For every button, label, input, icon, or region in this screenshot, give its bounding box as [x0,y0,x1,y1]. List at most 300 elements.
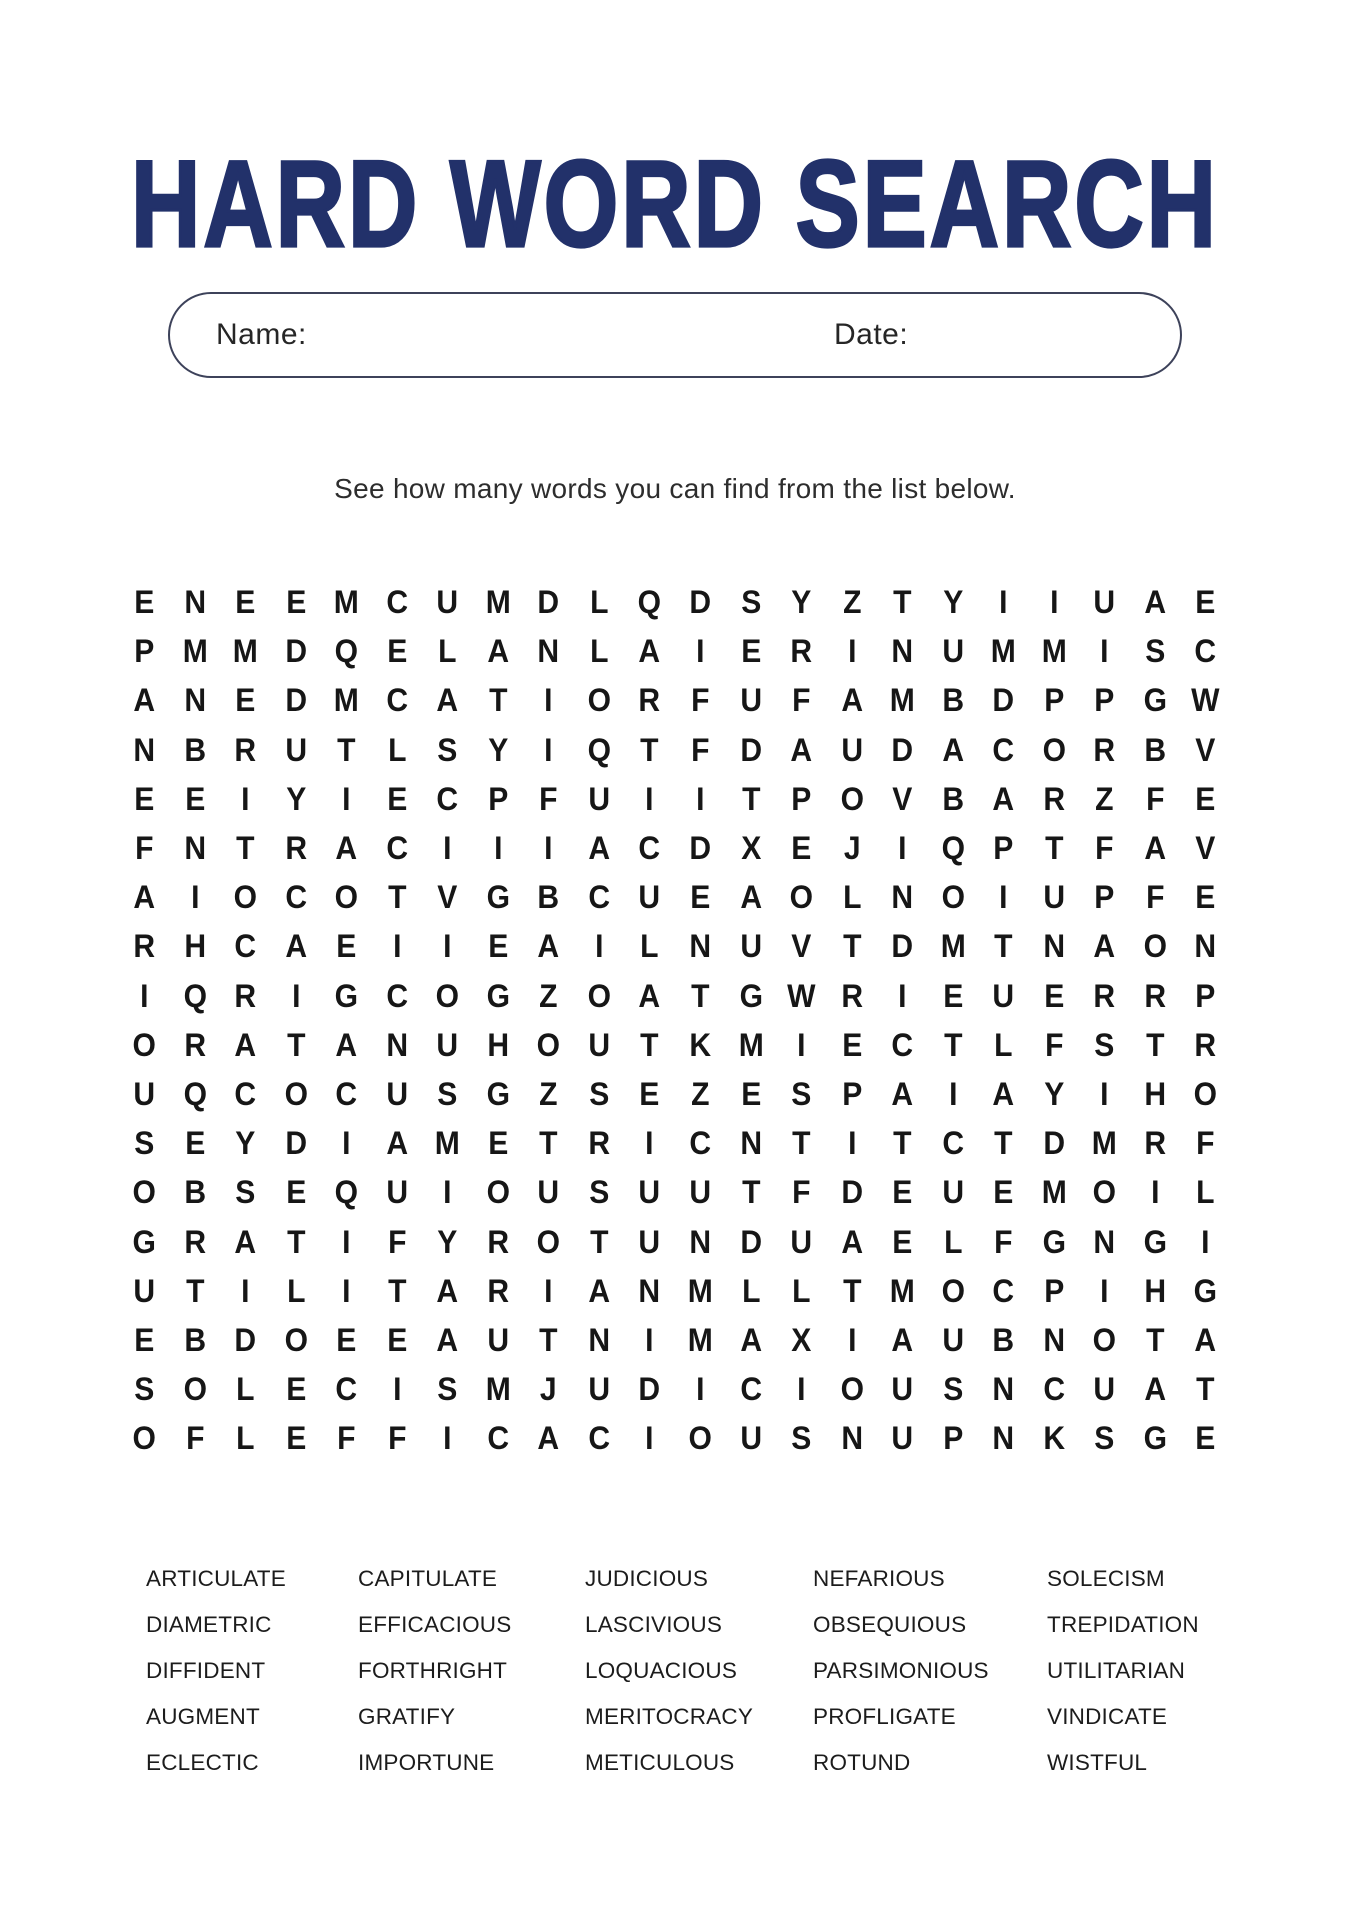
grid-letter: B [992,1321,1015,1358]
grid-letter: U [739,1420,762,1457]
grid-letter: A [638,977,661,1014]
grid-letter: T [185,1272,204,1309]
grid-letter: C [992,1272,1015,1309]
grid-letter: X [740,830,761,867]
grid-letter: E [841,1026,862,1063]
grid-letter: D [285,682,307,719]
grid-letter: A [133,682,156,719]
grid-letter: I [443,928,452,965]
grid-letter: P [841,1075,862,1112]
grid-letter: N [183,682,206,719]
grid-letter: G [334,977,359,1014]
date-label: Date: [834,318,909,351]
grid-letter: K [1043,1420,1065,1457]
grid-letter: A [588,1272,611,1309]
word-list-item: SOLECISM [1047,1566,1165,1592]
grid-letter: N [133,731,156,768]
grid-letter: A [841,682,863,719]
grid-letter: S [437,731,458,768]
grid-letter: T [842,928,862,965]
grid-letter: D [739,1223,762,1260]
grid-letter: I [443,830,452,867]
word-list-item: WISTFUL [1047,1750,1148,1776]
grid-letter: O [1194,1075,1218,1112]
word-list-item: JUDICIOUS [585,1566,709,1592]
grid-letter: W [787,977,816,1014]
grid-letter: T [741,780,760,817]
page-title: HARD WORD SEARCH [131,135,1219,273]
grid-letter: E [740,1075,761,1112]
grid-letter: E [690,879,711,916]
grid-letter: A [1093,928,1116,965]
grid-letter: Y [791,584,812,621]
grid-letter: U [588,1026,611,1063]
grid-letter: S [437,1371,458,1408]
grid-letter: E [184,1125,205,1162]
grid-letter: P [1094,682,1115,719]
grid-letter: N [992,1371,1015,1408]
grid-letter: I [797,1026,806,1063]
grid-letter: E [184,780,205,817]
grid-letter: R [1093,731,1116,768]
grid-letter: F [1145,879,1165,916]
grid-letter: M [687,1321,713,1358]
grid-letter: O [132,1174,156,1211]
grid-letter: A [790,731,813,768]
grid-letter: U [638,879,661,916]
grid-letter: O [789,879,814,916]
grid-letter: A [436,1321,459,1358]
grid-letter: E [285,1174,306,1211]
grid-letter: S [1145,633,1166,670]
grid-letter: A [841,1223,863,1260]
word-list-item: PROFLIGATE [813,1704,956,1730]
word-list-item: OBSEQUIOUS [813,1612,967,1638]
grid-letter: N [386,1026,408,1063]
grid-letter: D [739,731,762,768]
grid-letter: U [739,928,762,965]
grid-letter: M [991,633,1017,670]
grid-letter: O [587,682,611,719]
grid-letter: F [1196,1125,1215,1162]
grid-letter: I [645,1125,654,1162]
grid-letter: R [588,1125,611,1162]
grid-letter: E [386,633,408,670]
grid-letter: T [741,1174,760,1211]
grid-letter: L [589,633,609,670]
grid-letter: D [234,1321,257,1358]
grid-letter: R [841,977,863,1014]
grid-letter: R [183,1223,206,1260]
grid-letter: Q [941,830,965,867]
word-list-item: EFFICACIOUS [358,1612,512,1638]
grid-letter: U [386,1174,408,1211]
grid-letter: H [183,928,206,965]
grid-letter: M [333,682,359,719]
grid-letter: C [487,1420,509,1457]
grid-letter: D [1043,1125,1065,1162]
grid-letter: L [842,879,862,916]
grid-letter: I [291,977,301,1014]
grid-letter: Z [691,1075,710,1112]
grid-letter: T [792,1125,811,1162]
grid-letter: I [847,633,857,670]
grid-letter: U [133,1075,156,1112]
grid-letter: G [1194,1272,1218,1309]
grid-letter: U [133,1272,156,1309]
grid-letter: R [183,1026,206,1063]
grid-letter: E [1195,879,1216,916]
grid-letter: O [941,879,965,916]
grid-letter: J [540,1371,557,1408]
grid-letter: I [1100,633,1109,670]
grid-letter: L [640,928,659,965]
grid-letter: I [847,1321,857,1358]
grid-letter: Z [539,977,558,1014]
grid-letter: I [645,1321,654,1358]
grid-letter: F [337,1420,356,1457]
grid-letter: U [588,780,611,817]
grid-letter: L [236,1371,255,1408]
grid-letter: S [791,1420,812,1457]
grid-letter: C [335,1075,358,1112]
grid-letter: P [942,1420,964,1457]
grid-letter: I [1201,1223,1210,1260]
grid-letter: Y [235,1125,256,1162]
grid-letter: C [588,879,611,916]
grid-letter: I [544,1272,553,1309]
grid-letter: C [638,830,661,867]
grid-letter: V [1195,830,1216,867]
grid-letter: A [436,1272,459,1309]
grid-letter: C [891,1026,914,1063]
grid-letter: R [638,682,661,719]
grid-letter: A [133,879,156,916]
grid-letter: A [487,633,509,670]
word-list-item: TREPIDATION [1047,1612,1199,1638]
word-list [146,1567,1246,1774]
grid-letter: A [1194,1321,1217,1358]
grid-letter: C [992,731,1015,768]
grid-letter: I [241,1272,250,1309]
grid-letter: D [285,633,307,670]
grid-letter: E [1195,584,1216,621]
grid-letter: D [891,928,914,965]
grid-letter: A [537,1420,560,1457]
grid-letter: G [1143,682,1167,719]
grid-letter: E [336,928,357,965]
grid-letter: N [638,1272,661,1309]
grid-letter: I [1100,1075,1109,1112]
grid-letter: E [134,780,155,817]
grid-letter: L [994,1026,1013,1063]
grid-letter: D [992,682,1015,719]
grid-letter: G [1143,1420,1167,1457]
grid-letter: T [1145,1026,1165,1063]
word-list-item: AUGMENT [146,1704,260,1730]
grid-letter: O [132,1026,156,1063]
grid-letter: E [285,1371,306,1408]
grid-letter: N [992,1420,1015,1457]
grid-letter: A [942,731,964,768]
grid-letter: E [488,928,509,965]
grid-letter: N [183,584,206,621]
grid-letter: U [942,1321,964,1358]
grid-letter: U [1093,584,1116,621]
grid-letter: U [436,584,459,621]
grid-letter: Y [1044,1075,1065,1112]
grid-letter: O [132,1420,156,1457]
grid-letter: T [893,584,912,621]
grid-letter: E [285,1420,306,1457]
word-list-item: METICULOUS [585,1750,735,1776]
grid-letter: P [1094,879,1115,916]
grid-letter: Q [587,731,611,768]
grid-letter: M [940,928,966,965]
grid-letter: D [689,830,712,867]
grid-letter: H [1144,1075,1167,1112]
grid-letter: C [689,1125,712,1162]
grid-letter: T [337,731,356,768]
grid-letter: D [891,731,914,768]
grid-letter: T [1044,830,1064,867]
grid-letter: Q [334,1174,359,1211]
grid-letter: U [689,1174,712,1211]
grid-letter: I [544,731,553,768]
grid-letter: T [994,928,1013,965]
grid-letter: E [386,780,408,817]
grid-letter: L [438,633,457,670]
grid-letter: C [1043,1371,1065,1408]
grid-letter: L [792,1272,811,1309]
grid-letter: B [942,682,964,719]
grid-letter: B [183,731,206,768]
grid-letter: A [1144,1371,1167,1408]
grid-letter: S [589,1075,610,1112]
grid-letter: A [386,1125,408,1162]
grid-letter: F [539,780,558,817]
grid-letter: A [1144,584,1167,621]
grid-letter: O [284,1075,308,1112]
name-label: Name: [216,318,307,351]
grid-letter: T [539,1125,558,1162]
grid-letter: E [386,1321,408,1358]
grid-letter: F [1044,1026,1064,1063]
grid-letter: O [840,780,864,817]
grid-letter: A [335,1026,358,1063]
grid-letter: U [1093,1371,1116,1408]
grid-letter: R [1144,977,1167,1014]
grid-letter: U [1043,879,1065,916]
grid-letter: U [537,1174,560,1211]
grid-letter: F [1145,780,1165,817]
grid-letter: S [740,584,761,621]
grid-letter: C [386,977,408,1014]
grid-letter: G [486,1075,510,1112]
grid-letter: N [537,633,560,670]
word-list-item: ECLECTIC [146,1750,259,1776]
grid-letter: I [342,1125,351,1162]
word-list-item: MERITOCRACY [585,1704,754,1730]
word-list-item: DIAMETRIC [146,1612,272,1638]
grid-letter: E [892,1223,913,1260]
grid-letter: H [487,1026,509,1063]
word-list-item: CAPITULATE [358,1566,498,1592]
grid-letter: Z [842,584,862,621]
grid-letter: U [588,1371,611,1408]
grid-letter: O [536,1026,561,1063]
grid-letter: N [841,1420,863,1457]
grid-letter: E [1195,780,1216,817]
grid-letter: P [1195,977,1216,1014]
grid-letter: I [999,879,1008,916]
grid-letter: O [435,977,460,1014]
grid-letter: O [334,879,359,916]
grid-letter: M [182,633,208,670]
grid-letter: D [841,1174,863,1211]
grid-letter: M [485,584,511,621]
grid-letter: V [1195,731,1216,768]
word-list-item: LASCIVIOUS [585,1612,723,1638]
grid-letter: A [739,879,762,916]
grid-letter: V [892,780,913,817]
grid-letter: L [589,584,609,621]
word-list-item: NEFARIOUS [813,1566,945,1592]
word-list-item: GRATIFY [358,1704,456,1730]
grid-letter: N [1043,1321,1065,1358]
grid-letter: P [134,633,155,670]
grid-letter: T [539,1321,558,1358]
grid-letter: L [741,1272,760,1309]
grid-letter: M [1041,633,1067,670]
grid-letter: I [342,780,351,817]
grid-letter: L [1196,1174,1215,1211]
grid-letter: M [232,633,258,670]
grid-letter: R [234,977,257,1014]
grid-letter: R [1194,1026,1217,1063]
grid-letter: T [286,1026,306,1063]
grid-letter: E [235,682,256,719]
grid-letter: D [285,1125,307,1162]
grid-letter: U [285,731,307,768]
grid-letter: U [739,682,762,719]
grid-letter: N [588,1321,611,1358]
grid-letter: Z [539,1075,558,1112]
grid-letter: R [1043,780,1065,817]
name-date-box [168,292,1182,378]
grid-letter: B [537,879,560,916]
grid-letter: T [1196,1371,1215,1408]
grid-letter: I [190,879,199,916]
grid-letter: F [691,731,710,768]
grid-letter: U [790,1223,813,1260]
grid-letter: F [1095,830,1114,867]
grid-letter: T [691,977,710,1014]
grid-letter: S [791,1075,812,1112]
grid-letter: Q [334,633,359,670]
grid-letter: N [1093,1223,1116,1260]
grid-letter: M [889,682,915,719]
grid-letter: I [696,1371,705,1408]
grid-letter: H [1144,1272,1167,1309]
grid-letter: U [638,1223,661,1260]
grid-letter: P [488,780,509,817]
grid-letter: T [893,1125,912,1162]
grid-letter: F [994,1223,1013,1260]
grid-letter: N [1043,928,1065,965]
grid-letter: I [140,977,149,1014]
grid-letter: U [386,1075,408,1112]
grid-letter: I [898,977,907,1014]
grid-letter: T [994,1125,1013,1162]
grid-letter: F [792,1174,811,1211]
grid-letter: M [889,1272,915,1309]
grid-letter: D [638,1371,661,1408]
grid-letter: O [183,1371,207,1408]
grid-letter: U [436,1026,459,1063]
grid-letter: N [739,1125,762,1162]
grid-letter: G [486,879,510,916]
grid-letter: X [791,1321,812,1358]
grid-letter: A [234,1223,257,1260]
grid-letter: W [1191,682,1220,719]
grid-letter: C [739,1371,762,1408]
grid-letter: E [488,1125,509,1162]
grid-letter: D [537,584,560,621]
grid-letter: B [183,1174,206,1211]
word-list-item: FORTHRIGHT [358,1658,508,1684]
grid-letter: P [993,830,1014,867]
grid-letter: M [485,1371,511,1408]
grid-letter: O [941,1272,965,1309]
grid-letter: U [841,731,863,768]
grid-letter: G [1042,1223,1066,1260]
grid-letter: U [992,977,1015,1014]
grid-letter: I [797,1371,806,1408]
grid-letter: D [689,584,712,621]
grid-letter: U [942,1174,964,1211]
grid-letter: F [691,682,710,719]
grid-letter: C [386,682,408,719]
grid-letter: M [1041,1174,1067,1211]
grid-letter: U [638,1174,661,1211]
grid-letter: I [999,584,1008,621]
grid-letter: I [1151,1174,1160,1211]
grid-letter: O [1092,1174,1117,1211]
grid-letter: N [891,633,914,670]
grid-letter: E [134,1321,155,1358]
grid-letter: Q [183,1075,207,1112]
grid-letter: I [1100,1272,1109,1309]
grid-letter: O [688,1420,712,1457]
grid-letter: O [284,1321,308,1358]
grid-letter: I [1049,584,1059,621]
grid-letter: I [342,1272,351,1309]
grid-letter: N [183,830,206,867]
word-list-item: PARSIMONIOUS [813,1658,989,1684]
grid-letter: M [333,584,359,621]
grid-letter: S [1094,1420,1115,1457]
grid-letter: G [1143,1223,1167,1260]
grid-letter: I [645,1420,654,1457]
grid-letter: A [891,1075,914,1112]
grid-letter: O [486,1174,510,1211]
grid-letter: O [840,1371,864,1408]
grid-letter: R [133,928,156,965]
word-list-item: LOQUACIOUS [585,1658,738,1684]
grid-letter: T [589,1223,609,1260]
grid-letter: A [335,830,358,867]
